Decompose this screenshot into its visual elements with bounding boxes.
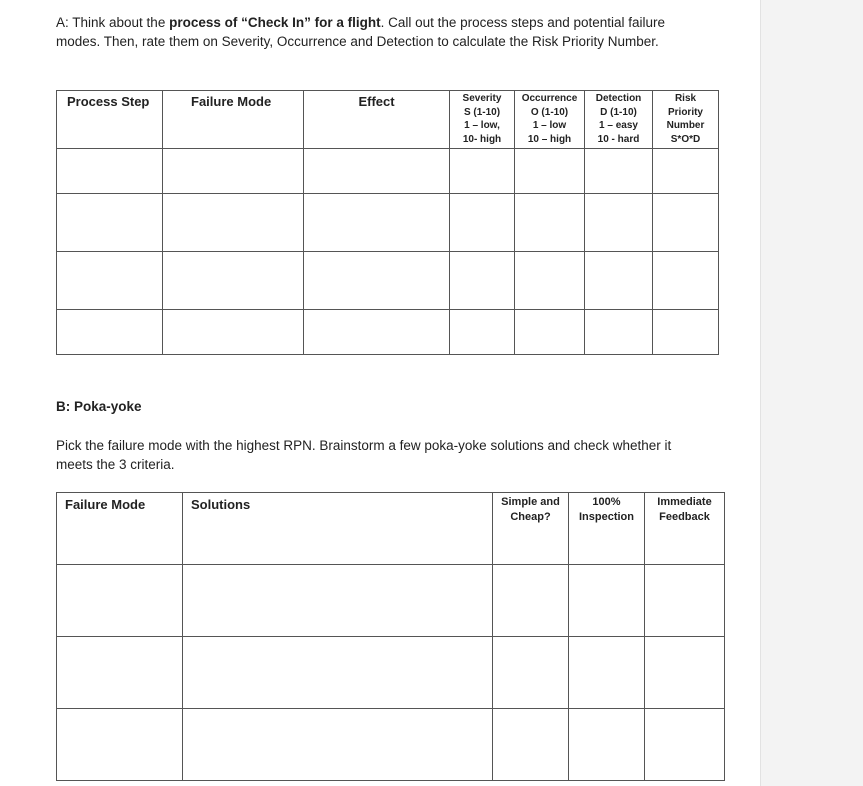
- cell[interactable]: [57, 565, 183, 637]
- table-row: [57, 565, 725, 637]
- cell[interactable]: [163, 310, 304, 355]
- cell[interactable]: [304, 310, 450, 355]
- cell[interactable]: [569, 637, 645, 709]
- cell[interactable]: [653, 194, 719, 252]
- section-b-title: B: Poka-yoke: [56, 399, 142, 414]
- header-occurrence: Occurrence O (1-10) 1 – low 10 – high: [515, 91, 585, 149]
- cell[interactable]: [653, 252, 719, 310]
- cell[interactable]: [57, 310, 163, 355]
- cell[interactable]: [493, 637, 569, 709]
- section-a-rest: . Call out the process steps and potential failure modes. Then, rate them on Severity, Occurrence and Detection to calculate the Risk Priority Number.: [56, 15, 666, 49]
- header-detection: Detection D (1-10) 1 – easy 10 - hard: [585, 91, 653, 149]
- table-row: [57, 194, 719, 252]
- table-row: [57, 310, 719, 355]
- header-severity: Severity S (1-10) 1 – low, 10- high: [450, 91, 515, 149]
- table-row: [57, 709, 725, 781]
- cell[interactable]: [450, 252, 515, 310]
- cell[interactable]: [304, 194, 450, 252]
- cell[interactable]: [57, 637, 183, 709]
- cell[interactable]: [163, 149, 304, 194]
- cell[interactable]: [515, 149, 585, 194]
- header-failure-mode: Failure Mode: [163, 91, 304, 149]
- cell[interactable]: [450, 310, 515, 355]
- cell[interactable]: [645, 709, 725, 781]
- cell[interactable]: [57, 252, 163, 310]
- cell[interactable]: [515, 310, 585, 355]
- cell[interactable]: [515, 194, 585, 252]
- header-effect: Effect: [304, 91, 450, 149]
- header-rpn: Risk Priority Number S*O*D: [653, 91, 719, 149]
- cell[interactable]: [183, 709, 493, 781]
- poka-yoke-header-row: [57, 493, 725, 565]
- section-b-instructions: Pick the failure mode with the highest RPN. Brainstorm a few poka-yoke solutions and check whether it meets the 3 criteria.: [56, 438, 672, 472]
- header-failure-mode: Failure Mode: [57, 493, 183, 565]
- cell[interactable]: [304, 252, 450, 310]
- cell[interactable]: [163, 252, 304, 310]
- cell[interactable]: [493, 709, 569, 781]
- cell[interactable]: [183, 565, 493, 637]
- cell[interactable]: [450, 194, 515, 252]
- cell[interactable]: [183, 637, 493, 709]
- poka-yoke-table: [56, 492, 725, 781]
- cell[interactable]: [163, 194, 304, 252]
- cell[interactable]: [57, 149, 163, 194]
- cell[interactable]: [653, 310, 719, 355]
- cell[interactable]: [585, 149, 653, 194]
- fmea-header-row: [57, 91, 719, 149]
- cell[interactable]: [450, 149, 515, 194]
- header-solutions: Solutions: [183, 493, 493, 565]
- cell[interactable]: [645, 637, 725, 709]
- table-row: [57, 252, 719, 310]
- section-a-prefix: A: Think about the: [56, 15, 170, 30]
- fmea-table: [56, 90, 719, 355]
- cell[interactable]: [645, 565, 725, 637]
- header-inspection: 100% Inspection: [569, 493, 645, 565]
- cell[interactable]: [57, 709, 183, 781]
- cell[interactable]: [585, 310, 653, 355]
- cell[interactable]: [493, 565, 569, 637]
- cell[interactable]: [585, 194, 653, 252]
- cell[interactable]: [569, 709, 645, 781]
- section-a-instructions: [56, 14, 666, 51]
- cell[interactable]: [304, 149, 450, 194]
- header-process-step: Process Step: [57, 91, 163, 149]
- cell[interactable]: [515, 252, 585, 310]
- right-panel: [760, 0, 863, 786]
- header-feedback: Immediate Feedback: [645, 493, 725, 565]
- section-a-bold-topic: process of “Check In” for a flight: [169, 15, 381, 30]
- cell[interactable]: [653, 149, 719, 194]
- cell[interactable]: [569, 565, 645, 637]
- table-row: [57, 637, 725, 709]
- cell[interactable]: [585, 252, 653, 310]
- cell[interactable]: [57, 194, 163, 252]
- table-row: [57, 149, 719, 194]
- header-simple-cheap: Simple and Cheap?: [493, 493, 569, 565]
